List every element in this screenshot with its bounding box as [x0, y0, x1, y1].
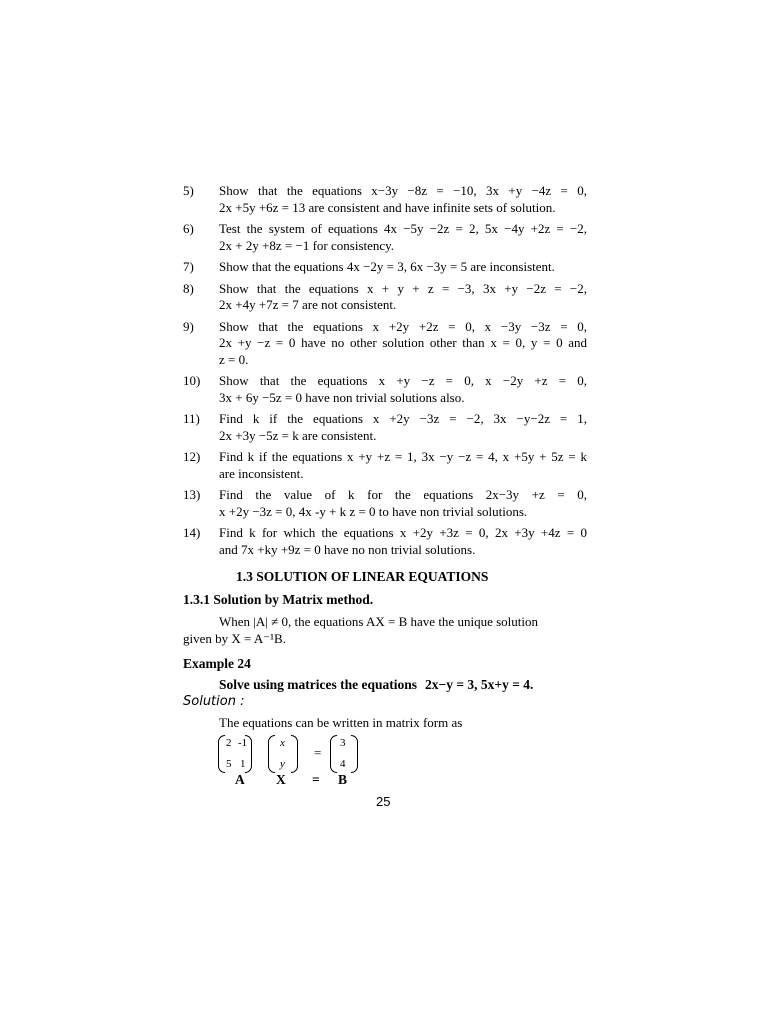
exercise-text	[219, 487, 587, 520]
exercise-number: 10)	[183, 373, 201, 388]
matrix-b-cell: 4	[340, 758, 346, 770]
exercise-item	[183, 487, 587, 520]
label-a: A	[235, 772, 245, 787]
exercise-line: Find k for which the equations x +2y +3z = 0, 2x +3y +4z = 0	[219, 525, 587, 540]
label-equals: =	[312, 772, 320, 787]
exercise-item	[183, 525, 587, 558]
exercise-line: x +2y −3z = 0, 4x -y + k z = 0 to have non trivial solutions.	[219, 503, 528, 519]
exercise-text	[219, 525, 587, 558]
exercise-item	[183, 411, 587, 444]
exercise-line: 2x +5y +6z = 13 are consistent and have infinite sets of solution.	[219, 199, 556, 215]
matrix-method-paragraph	[183, 613, 587, 647]
exercise-number: 7)	[183, 259, 194, 274]
problem-equations: 2x−y = 3, 5x+y = 4.	[425, 677, 534, 692]
label-x: X	[276, 772, 286, 787]
exercise-number: 12)	[183, 449, 201, 464]
exercise-number: 5)	[183, 183, 194, 198]
exercise-text	[219, 319, 587, 369]
exercise-item	[183, 259, 587, 276]
matrix-a-cell: 5	[226, 758, 232, 770]
left-paren	[330, 735, 337, 773]
exercise-text	[219, 373, 587, 406]
exercise-line: Show that the equations x +y −z = 0, x −2y +z = 0,	[219, 373, 587, 388]
exercise-line: and 7x +ky +9z = 0 have no non trivial solutions.	[219, 541, 476, 557]
exercise-line: z = 0.	[219, 351, 249, 367]
exercise-list	[183, 183, 587, 563]
exercise-line: Show that the equations x +2y +2z = 0, x −3y −3z = 0,	[219, 318, 587, 334]
exercise-line: Show that the equations x + y + z = −3, 3x +y −2z = −2,	[219, 280, 587, 296]
label-b: B	[338, 772, 348, 787]
matrix-b-cell: 3	[340, 737, 346, 749]
exercise-text	[219, 449, 587, 482]
exercise-line: are inconsistent.	[219, 465, 304, 481]
left-paren	[268, 735, 275, 773]
exercise-line: Test the system of equations 4x −5y −2z = 2, 5x −4y +2z = −2,	[219, 221, 587, 236]
page-number: 25	[376, 794, 391, 809]
exercise-number: 11)	[183, 411, 200, 426]
exercise-item	[183, 183, 587, 216]
equals-sign: =	[314, 745, 322, 760]
right-paren	[291, 735, 298, 773]
matrix-a-cell: 2	[226, 737, 232, 749]
exercise-item	[183, 281, 587, 314]
matrix-a-cell: -1	[238, 737, 248, 749]
exercise-text	[219, 281, 587, 314]
exercise-line: Find k if the equations x +y +z = 1, 3x −y −z = 4, x +5y + 5z = k	[219, 449, 587, 464]
paragraph-line-1: When |A| ≠ 0, the equations AX = B have the unique solution	[219, 614, 538, 629]
solution-label: Solution :	[183, 694, 245, 709]
exercise-line: Show that the equations x−3y −8z = −10, 3x +y −4z = 0,	[219, 183, 587, 198]
exercise-number: 13)	[183, 487, 201, 502]
exercise-line: Find k if the equations x +2y −3z = −2, 3x −y−2z = 1,	[219, 411, 587, 426]
exercise-item	[183, 449, 587, 482]
exercise-line: 2x +y −z = 0 have no other solution other than x = 0, y = 0 and	[219, 335, 587, 350]
exercise-number: 9)	[183, 318, 194, 334]
problem-text: Solve using matrices the equations	[219, 677, 418, 692]
exercise-line: Show that the equations 4x −2y = 3, 6x −3y = 5 are inconsistent.	[219, 259, 555, 274]
exercise-text	[219, 411, 587, 444]
matrix-b	[330, 735, 358, 773]
left-paren	[218, 735, 225, 773]
matrix-a	[218, 735, 252, 773]
matrix-x-cell: y	[280, 758, 285, 770]
exercise-line: Find the value of k for the equations 2x−3y +z = 0,	[219, 487, 587, 502]
exercise-item	[183, 221, 587, 254]
exercise-line: 2x +4y +7z = 7 are not consistent.	[219, 297, 397, 312]
exercise-line: 2x +3y −5z = k are consistent.	[219, 427, 377, 443]
paragraph-line-2: given by X = A⁻¹B.	[183, 631, 286, 646]
matrix-x-cell: x	[280, 737, 285, 749]
right-paren	[351, 735, 358, 773]
example-title: Example 24	[183, 656, 251, 671]
exercise-line: 2x + 2y +8z = −1 for consistency.	[219, 237, 395, 253]
exercise-text	[219, 259, 587, 276]
exercise-line: 3x + 6y −5z = 0 have non trivial solutions also.	[219, 389, 465, 405]
exercise-text	[219, 221, 587, 254]
exercise-item	[183, 373, 587, 406]
matrix-x	[268, 735, 298, 773]
section-heading: 1.3 SOLUTION OF LINEAR EQUATIONS	[236, 569, 489, 584]
exercise-number: 14)	[183, 525, 201, 540]
exercise-text	[219, 183, 587, 216]
exercise-number: 8)	[183, 280, 194, 296]
subsection-heading: 1.3.1 Solution by Matrix method.	[183, 592, 374, 607]
matrix-equation	[218, 735, 368, 777]
example-problem	[219, 677, 533, 693]
exercise-item	[183, 319, 587, 369]
exercise-number: 6)	[183, 221, 194, 236]
matrix-a-cell: 1	[240, 758, 246, 770]
matrix-intro: The equations can be written in matrix form as	[219, 715, 463, 730]
